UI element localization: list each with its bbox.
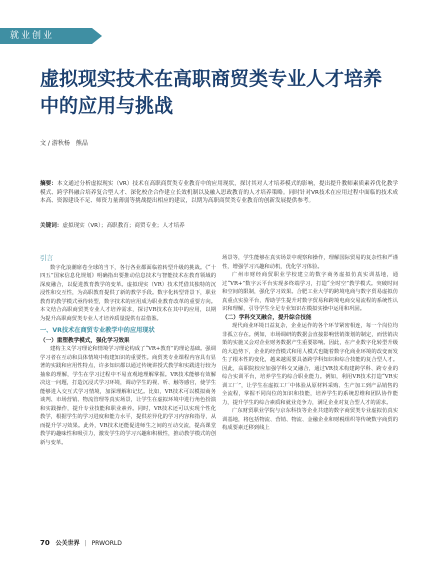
keywords-label: 关键词： xyxy=(40,223,63,229)
intro-heading: 引言 xyxy=(40,254,53,262)
abstract-text: 本文通过分析虚拟现实（VR）技术在高职商贸类专业教育中的应用现状，探讨其对人才培养模式的影响，提出提升教师素质素养优化教学模式、跨学科融合培养复合型人才、深化校企合作建立长效机制以及融入思政教育的人才培养策略。同时针对VR技术在应用过程中面临的技术成本高、资源建设不足、师资力量薄弱等挑战提出相应的建议，以期为高职商贸类专业教育的创新发展提供参考。 xyxy=(40,181,398,205)
paragraph: 广东财贸职业学院与京东科技等企业共建的数字商贸类专业虚拟仿真实训基地，将包括物流、营销、物流、金融企业和财税组织等传统数字商贸的构成要素迁移到线上 xyxy=(222,408,398,431)
section-tab: 就业创业 xyxy=(0,28,92,44)
paragraph: 数字化浪潮席卷全球的当下，各行各业都面临着转型升级的挑战。《“十四五”国家信息化规划》明确指出要推动信息技术与智能技术在教育领域的深度融合，以促进教育教学的变革。虚拟现实（VR）技术凭借其独特的沉浸性和交互性，为高职教育提供了新的教学手段。数字化转型背景下，职业教育的教学模式亟待转型，数字技术的应用成为职业教育改革的重要方向。本文结合高职商贸类专业人才培养需求，探讨VR技术在其中的应用，以期为提升高职商贸类专业人才培养质量提供有益借鉴。 xyxy=(40,264,216,322)
article-title: 虚拟现实技术在高职商贸类专业人才培养中的应用与挑战 xyxy=(40,68,383,117)
abstract xyxy=(40,180,398,206)
right-column xyxy=(222,254,398,433)
paragraph: 建构主义学习理论和情境学习理论构成了“VR+教育”的理论基础。强调学习者在互动和具体情境中构建知识的重要性。商贸类专业课程内容具有显著的实践和应用性特点，许多知识都以通过传统讲授式教学和实践进行较为抽象的理解，学生在学习过程中不易直观地理解掌握。VR技术能够有效解决这一问题，打造沉浸式学习环境，调动学生的视、听、触等感官，使学生能够进入交互式学习情境，加深理解和记忆。比如，VR技术可以模拟商务谈判、市场营销、物流管理等真实场景，让学生在虚拟环境中进行角色扮演和实践操作，提升专业技能和职业素养。同时，VR技术还可以实现个性化教学，根据学生的学习进度和能力水平，提供差异化的学习内容和指导，从而提升学习效果。此外，VR技术还能促进师生之间的互动交流，提高课堂教学的趣味性和吸引力，激发学生的学习兴趣和积极性，推动教学模式的创新与变革。 xyxy=(40,346,216,446)
page-footer xyxy=(40,538,122,547)
page-number: 70 xyxy=(40,539,50,547)
footer-separator: | xyxy=(84,540,87,547)
paragraph: 场景等，学生能够在真实场景中观察和操作，理解国际贸易的复杂性和严谨性，增强学习兴趣和动机，优化学习体验。 xyxy=(222,255,398,270)
paragraph: 广州市财经商贸职业学校建立的数字商务虚拟仿真实训基地，通过“VR+”数字云平台实现多终端学习，打造“全时空”教学模式。突破时间和空间的限制，强化学习效果。合肥工业大学的跨境电商与数字贸易虚拟仿真重点实验平台，帮助学生提升对数字贸易和跨境电商交易流程的系统性认识和理解，引导学生全足专业知识在模拟实操中运用和巩固。 xyxy=(222,272,398,312)
paragraph: 现代商业环境日益复杂，企业运作的各个环节紧密相连，每一个岗位均非孤立存在。例如，市场调研的数据会直接影响营销策划的制定，而营销决策的实施又会对企业财务数据产生重要影响。因此，在产业数字化转型升级的大趋势下，企业的经营模式和用人模式也随着数字化商业环境的改变而发生了根本性的变化，越来越需要具备跨学科知识和综合技能的复合型人才。因此，高职院校应加强学科交叉融合，通过VR技术构建跨学科、跨专业的综合实训平台，培养学生的综合职业能力。例如，利用VR技术打造“VR实训工厂”，让学生在虚拟工厂中体验从原材料采购、生产加工到产品销售的全流程，掌握不同岗位的知识和技能，培养学生的系统思维和团队协作能力，提升学生的综合素质和就业竞争力，满足企业对复合型人才的需求。 xyxy=(222,323,398,406)
keywords xyxy=(40,222,398,231)
subsection-heading: （二）学科交叉融合，提升综合技能 xyxy=(222,314,312,321)
magazine-name: 公关世界 xyxy=(55,540,80,547)
subsection-heading: （一）重塑教学模式，强化学习效果 xyxy=(40,337,130,344)
left-column xyxy=(40,254,216,447)
magazine-name-en: PRWORLD xyxy=(91,540,122,547)
article-authors: 文 / 游秋杨 熊晶 xyxy=(40,140,88,147)
section-heading: 一、VR技术在商贸专业教学中的应用现状 xyxy=(40,327,155,334)
abstract-label: 摘要： xyxy=(40,181,57,187)
keywords-text: 虚拟现实（VR）；高职教育；商贸专业；人才培养 xyxy=(62,223,185,229)
